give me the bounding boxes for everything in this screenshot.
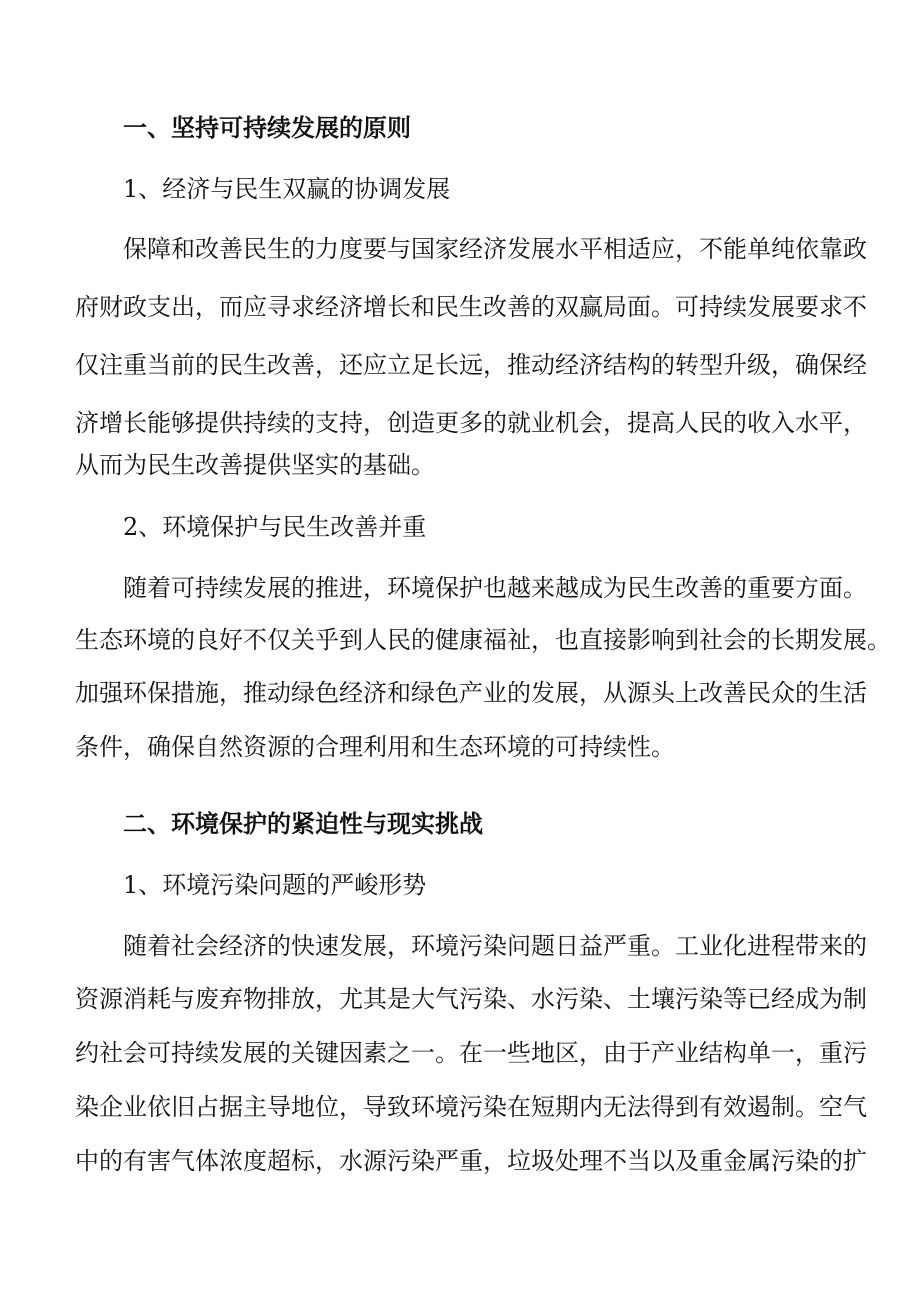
paragraph-line: 保障和改善民生的力度要与国家经济发展水平相适应，不能单纯依靠政 <box>123 235 867 263</box>
paragraph-line: 随着可持续发展的推进，环境保护也越来越成为民生改善的重要方面。 <box>123 574 867 602</box>
subsection-1-1-heading: 1、经济与民生双赢的协调发展 <box>123 175 451 203</box>
subsection-2-1-heading: 1、环境污染问题的严峻形势 <box>123 871 427 899</box>
paragraph-line: 从而为民生改善提供坚实的基础。 <box>75 451 435 479</box>
paragraph-line: 济增长能够提供持续的支持，创造更多的就业机会，提高人民的收入水平， <box>75 409 867 437</box>
paragraph-line: 中的有害气体浓度超标，水源污染严重，垃圾处理不当以及重金属污染的扩 <box>75 1147 867 1175</box>
paragraph-line: 资源消耗与废弃物排放，尤其是大气污染、水污染、土壤污染等已经成为制 <box>75 985 867 1013</box>
subsection-1-2-heading: 2、环境保护与民生改善并重 <box>123 513 427 541</box>
section-1-heading: 一、坚持可持续发展的原则 <box>123 113 411 142</box>
paragraph-line: 条件，确保自然资源的合理利用和生态环境的可持续性。 <box>75 733 675 761</box>
paragraph-line: 染企业依旧占据主导地位，导致环境污染在短期内无法得到有效遏制。空气 <box>75 1093 867 1121</box>
section-2-heading: 二、环境保护的紧迫性与现实挑战 <box>123 809 483 838</box>
paragraph-line: 加强环保措施，推动绿色经济和绿色产业的发展，从源头上改善民众的生活 <box>75 679 867 707</box>
paragraph-line: 随着社会经济的快速发展，环境污染问题日益严重。工业化进程带来的 <box>123 932 867 960</box>
paragraph-line: 仅注重当前的民生改善，还应立足长远，推动经济结构的转型升级，确保经 <box>75 351 867 379</box>
paragraph-line: 生态环境的良好不仅关乎到人民的健康福祉，也直接影响到社会的长期发展。 <box>75 626 891 654</box>
paragraph-line: 约社会可持续发展的关键因素之一。在一些地区，由于产业结构单一，重污 <box>75 1039 867 1067</box>
paragraph-line: 府财政支出，而应寻求经济增长和民生改善的双赢局面。可持续发展要求不 <box>75 293 867 321</box>
